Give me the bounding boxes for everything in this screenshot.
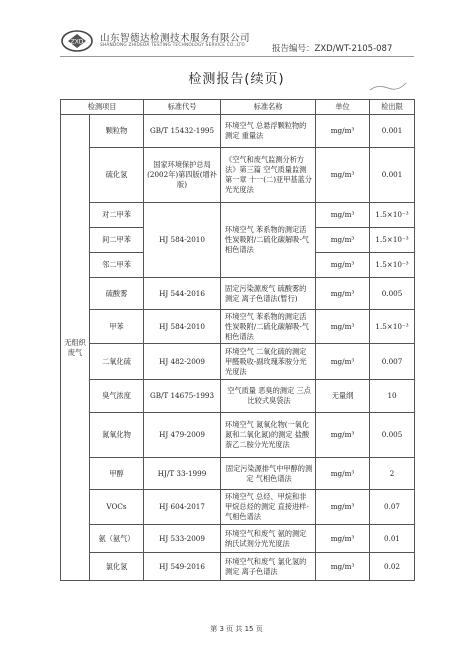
- code-cell: HJ/T 33-1999: [144, 458, 221, 490]
- page-title: 检测报告(续页): [188, 72, 285, 87]
- code-cell: HJ 544-2016: [144, 278, 221, 310]
- unit-cell: mg/m³: [316, 490, 370, 525]
- standard-name-cell: 环境空气 苯系物的测定活性炭吸附/二硫化碳解吸-气相色谱法: [221, 203, 316, 278]
- item-cell: 甲苯: [90, 310, 144, 344]
- code-cell: HJ 584-2010: [144, 203, 221, 278]
- company-logo-icon: [60, 28, 94, 54]
- svg-text:ZXD: ZXD: [70, 38, 84, 46]
- limit-cell: 0.005: [370, 413, 415, 458]
- table-row: [61, 344, 415, 380]
- standard-name-cell: 环境空气 总烃、甲烷和非甲烷总烃的测定 直接进样-气相色谱法: [221, 490, 316, 525]
- item-cell: 臭气浓度: [90, 380, 144, 413]
- limit-cell: 0.001: [370, 115, 415, 148]
- item-cell: 硫酸雾: [90, 278, 144, 310]
- unit-cell: mg/m³: [316, 553, 370, 581]
- header-divider: [60, 56, 414, 57]
- unit-cell: mg/m³: [316, 310, 370, 344]
- standard-name-cell: 空气质量 恶臭的测定 三点比较式臭袋法: [221, 380, 316, 413]
- company-name-en: SHANDONG ZHIDEDA TESTING TECHNOLOGY SERVICE CO.,LTD: [100, 43, 245, 48]
- item-cell: 二氧化硫: [90, 344, 144, 380]
- table-row: [61, 310, 415, 344]
- standard-name-cell: 环境空气 总悬浮颗粒物的测定 重量法: [221, 115, 316, 148]
- table-row: [61, 458, 415, 490]
- category-cell: 无组织废气: [61, 115, 90, 581]
- code-cell: HJ 549-2016: [144, 553, 221, 581]
- item-cell: 颗粒物: [90, 115, 144, 148]
- table-header-row: [61, 100, 415, 115]
- limit-cell: 0.01: [370, 525, 415, 553]
- standard-name-cell: 环境空气 苯系物的测定活性炭吸附/二硫化碳解吸-气相色谱法: [221, 310, 316, 344]
- code-cell: HJ 479-2009: [144, 413, 221, 458]
- standard-name-cell: 《空气和废气监测分析方法》第三篇 空气质量监测 第一章 十一(二)亚甲基蓝分光光度法: [221, 148, 316, 203]
- standard-name-cell: 环境空气和废气 氨的测定 纳氏试剂分光光度法: [221, 525, 316, 553]
- unit-cell: mg/m³: [316, 148, 370, 203]
- unit-cell: 无量纲: [316, 380, 370, 413]
- standard-name-cell: 环境空气和废气 氯化氢的测定 离子色谱法: [221, 553, 316, 581]
- page-footer: 第 3 页 共 15 页: [210, 625, 263, 633]
- limit-cell: 1.5×10⁻³: [370, 203, 415, 228]
- limit-cell: 0.007: [370, 344, 415, 380]
- header-code: 标准代号: [144, 100, 221, 115]
- item-cell: 间二甲苯: [90, 228, 144, 253]
- unit-cell: mg/m³: [316, 344, 370, 380]
- table-row: [61, 203, 415, 228]
- unit-cell: mg/m³: [316, 203, 370, 228]
- unit-cell: mg/m³: [316, 253, 370, 278]
- standard-name-cell: 环境空气 二氧化硫的测定 甲醛吸收-副玫瑰苯胺分光光度法: [221, 344, 316, 380]
- table-row: [61, 380, 415, 413]
- code-cell: GB/T 14675-1993: [144, 380, 221, 413]
- limit-cell: 0.07: [370, 490, 415, 525]
- code-cell: GB/T 15432-1995: [144, 115, 221, 148]
- item-cell: 氮氧化物: [90, 413, 144, 458]
- handwritten-mark: [368, 80, 408, 94]
- table-row: [61, 115, 415, 148]
- company-name-cn: 山东智德达检测技术服务有限公司: [100, 33, 251, 44]
- code-cell: 国家环境保护总局(2002年)第四版(增补版): [144, 148, 221, 203]
- limit-cell: 0.005: [370, 278, 415, 310]
- code-cell: HJ 482-2009: [144, 344, 221, 380]
- code-cell: HJ 584-2010: [144, 310, 221, 344]
- item-cell: 硫化氢: [90, 148, 144, 203]
- unit-cell: mg/m³: [316, 115, 370, 148]
- unit-cell: mg/m³: [316, 458, 370, 490]
- unit-cell: mg/m³: [316, 278, 370, 310]
- limit-cell: 1.5×10⁻³: [370, 253, 415, 278]
- limit-cell: 0.001: [370, 148, 415, 203]
- item-cell: 对二甲苯: [90, 203, 144, 228]
- limit-cell: 0.02: [370, 553, 415, 581]
- item-cell: 氯化氢: [90, 553, 144, 581]
- limit-cell: 1.5×10⁻³: [370, 310, 415, 344]
- table-row: [61, 490, 415, 525]
- standard-name-cell: 环境空气 氮氧化物(一氧化氮和二氧化氮)的测定 盐酸萘乙二胺分光光度法: [221, 413, 316, 458]
- table-row: [61, 553, 415, 581]
- header-item: 检测项目: [61, 100, 144, 115]
- table-row: [61, 413, 415, 458]
- item-cell: 甲醇: [90, 458, 144, 490]
- item-cell: 邻二甲苯: [90, 253, 144, 278]
- limit-cell: 10: [370, 380, 415, 413]
- code-cell: HJ 604-2017: [144, 490, 221, 525]
- header-limit: 检出限: [370, 100, 415, 115]
- unit-cell: mg/m³: [316, 228, 370, 253]
- table-row: [61, 278, 415, 310]
- table-row: [61, 525, 415, 553]
- header-name: 标准名称: [221, 100, 316, 115]
- unit-cell: mg/m³: [316, 413, 370, 458]
- report-number: 报告编号：ZXD/WT-2105-087: [272, 44, 393, 54]
- detection-table: [60, 99, 415, 581]
- header-unit: 单位: [316, 100, 370, 115]
- table-row: [61, 148, 415, 203]
- item-cell: VOCs: [90, 490, 144, 525]
- code-cell: HJ 533-2009: [144, 525, 221, 553]
- standard-name-cell: 固定污染源废气 硫酸雾的测定 离子色谱法(暂行): [221, 278, 316, 310]
- standard-name-cell: 固定污染源排气中甲醇的测定 气相色谱法: [221, 458, 316, 490]
- limit-cell: 2: [370, 458, 415, 490]
- limit-cell: 1.5×10⁻³: [370, 228, 415, 253]
- item-cell: 氨（氨气）: [90, 525, 144, 553]
- unit-cell: mg/m³: [316, 525, 370, 553]
